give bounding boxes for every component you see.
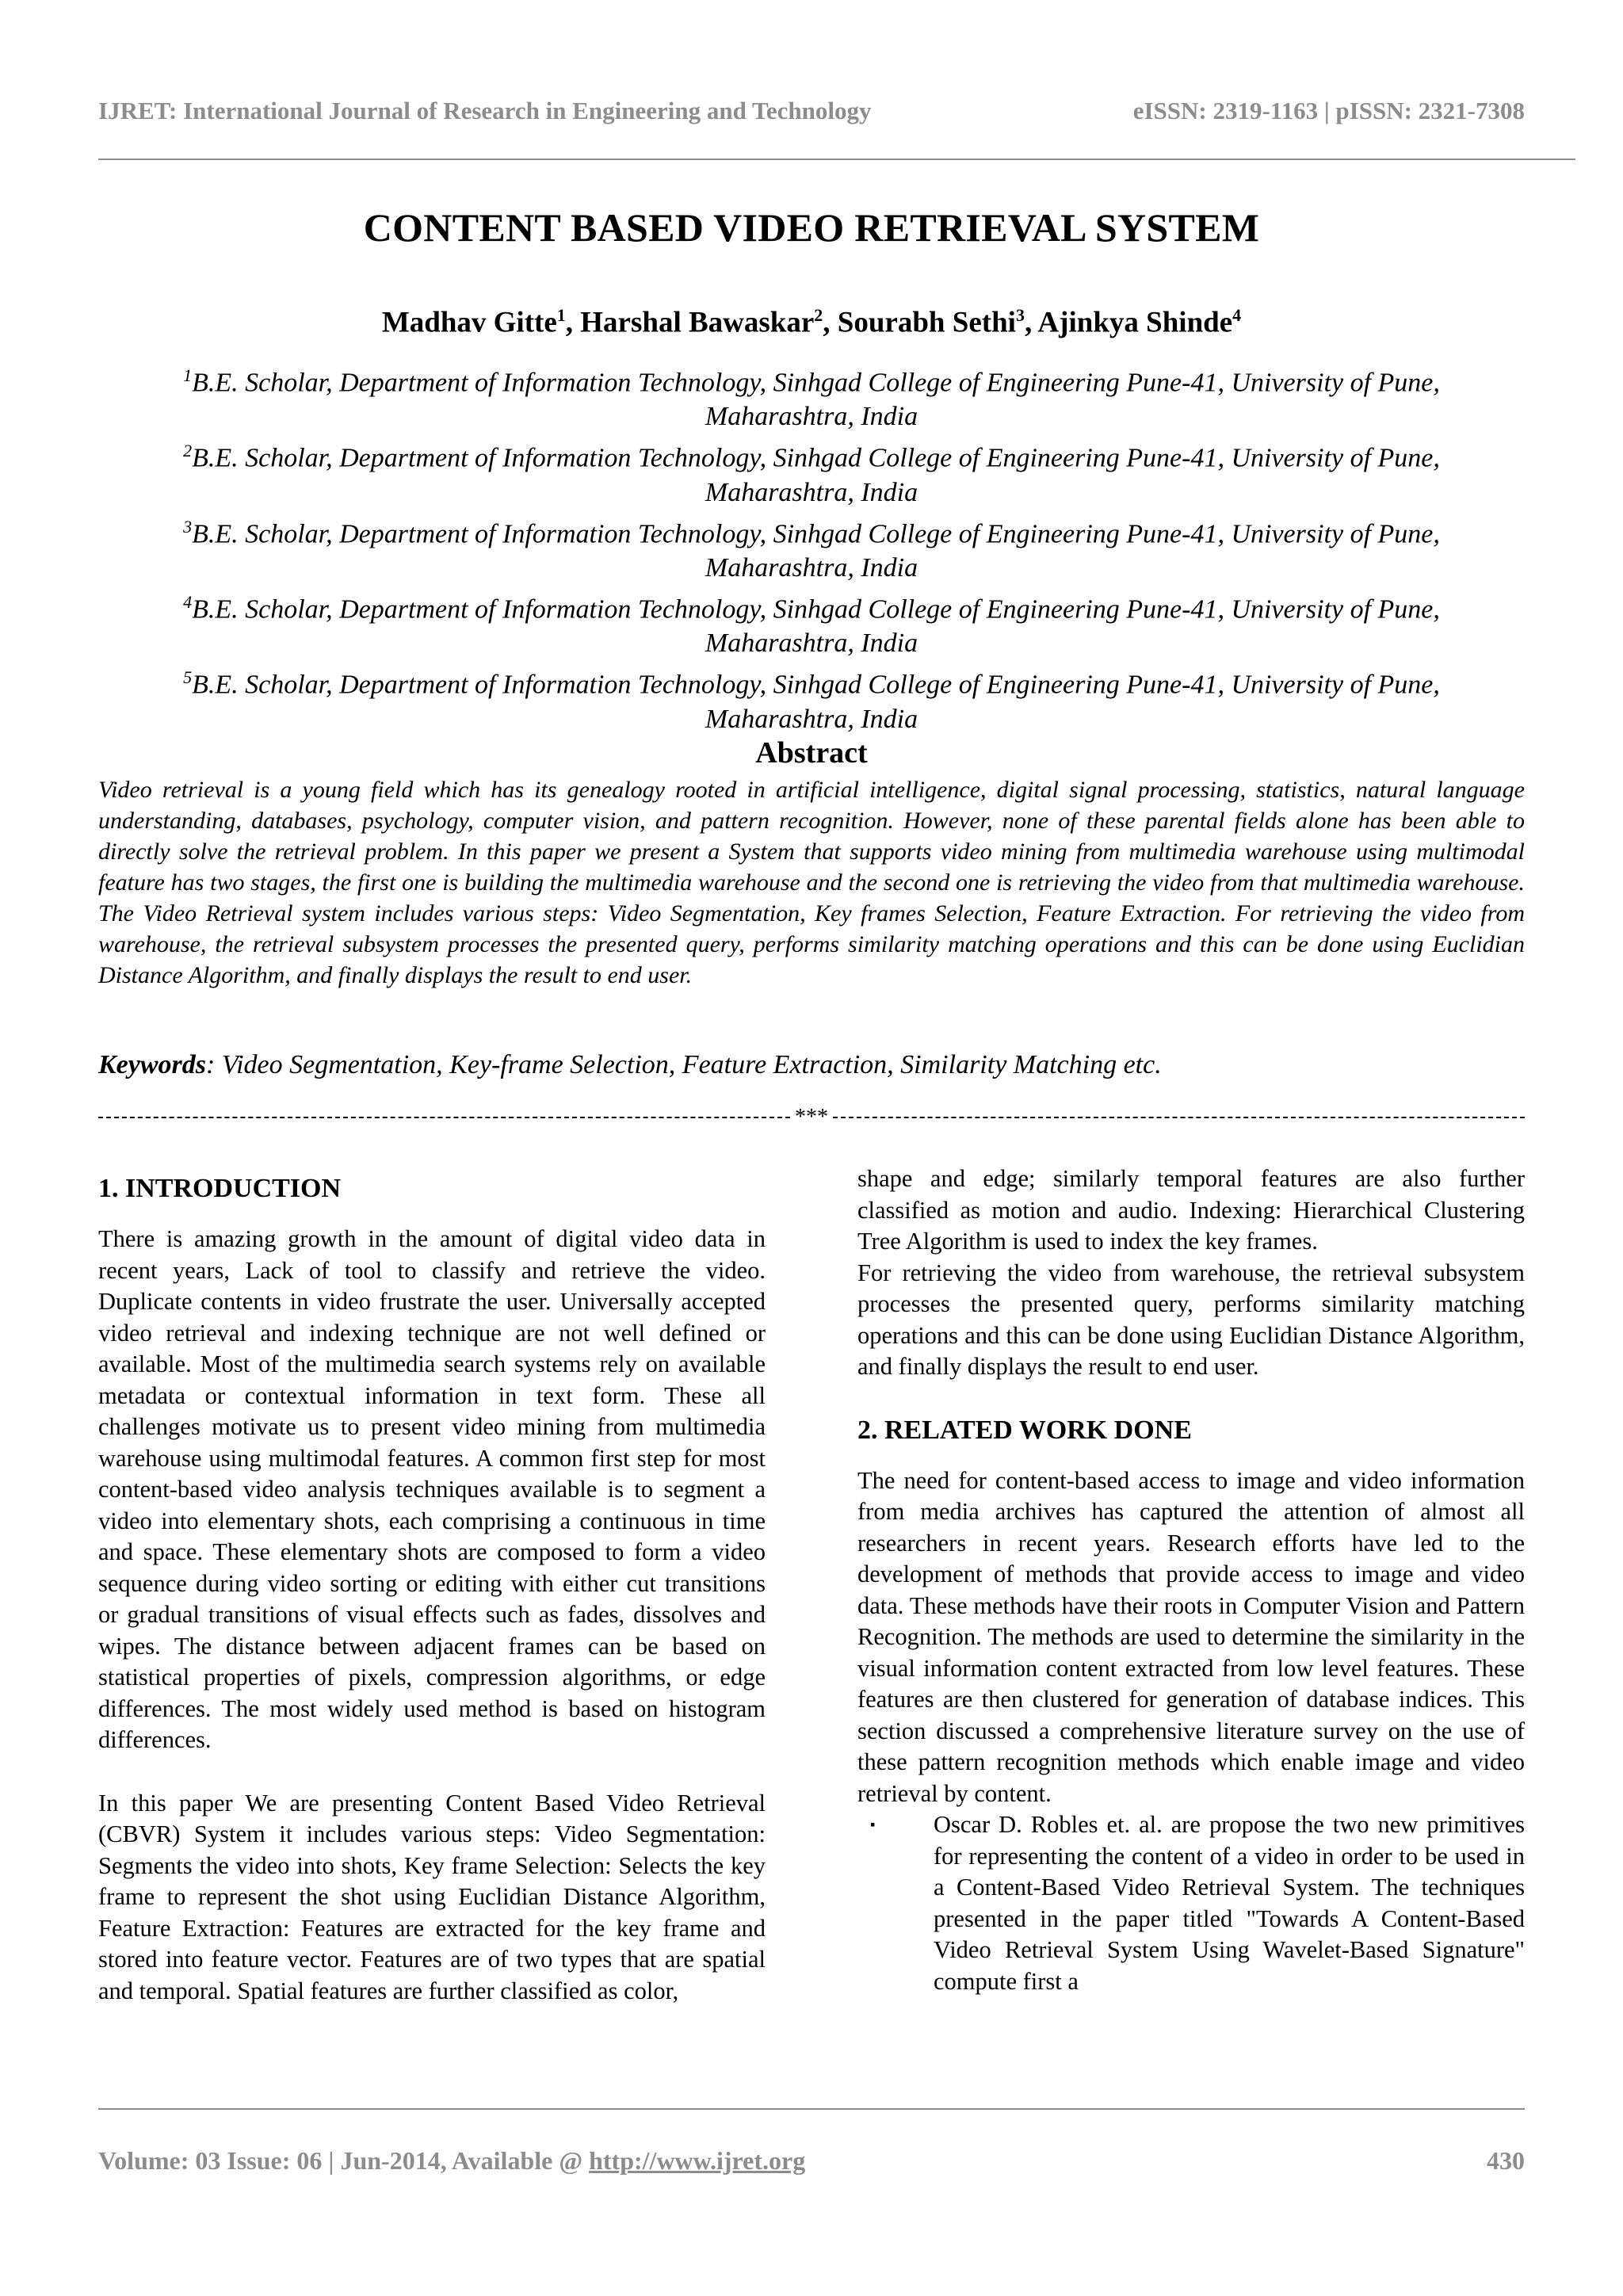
author-mark: 4	[1232, 305, 1242, 325]
affiliation-line: B.E. Scholar, Department of Information Technology, Sinhgad College of Engineering Pune-41, University of Pune,	[192, 443, 1440, 473]
intro-heading: 1. INTRODUCTION	[98, 1174, 342, 1203]
affiliation-location: Maharashtra, India	[705, 552, 918, 583]
affiliation-mark: 3	[183, 516, 193, 537]
affiliation-location: Maharashtra, India	[705, 628, 918, 659]
paragraph-gap	[857, 1383, 1525, 1415]
author-name: Sourabh Sethi	[837, 306, 1016, 339]
left-column	[98, 1173, 766, 2007]
list-item-text: Oscar D. Robles et. al. are propose the two new primitives for representing the content of a video in order to be used in a Content-Based Video Retrieval System. The techniques presented in the paper titled "Towards A Content-Based Video Retrieval System Using Wavelet-Based Signature" compute first a	[934, 1811, 1525, 1995]
affiliation-mark: 4	[183, 591, 193, 612]
issn-info: eISSN: 2319-1163 | pISSN: 2321-7308	[1132, 97, 1525, 124]
abstract-heading: Abstract	[755, 736, 868, 770]
separator-line	[98, 1117, 790, 1118]
affiliation	[98, 434, 1525, 509]
footer-volume	[98, 2146, 805, 2176]
author-separator: ,	[565, 306, 581, 339]
intro-paragraph: There is amazing growth in the amount of digital video data in recent years, Lack of tool to classify and retrieve the video. Duplicate contents in video frustrate the user. Universally accepted video retrieval and indexing technique are not well defined or available. Most of the multimedia search systems rely on available metadata or contextual information in text form. These all challenges motivate us to present video mining from multimedia warehouse using multimodal features. A common first step for most content-based video analysis techniques available is to segment a video into elementary shots, each comprising a continuous in time and space. These elementary shots are composed to form a video sequence during video sorting or editing with either cut transitions or gradual transitions of visual effects such as fades, dissolves and wipes. The distance between adjacent frames can be based on statistical properties of pixels, compression algorithms, or edge differences. The most widely used method is based on histogram differences.	[98, 1225, 766, 1753]
running-footer	[98, 2146, 1525, 2176]
related-work-heading: 2. RELATED WORK DONE	[857, 1415, 1192, 1445]
affiliation	[98, 585, 1525, 660]
affiliation-location: Maharashtra, India	[705, 704, 918, 734]
intro-paragraph: For retrieving the video from warehouse, the retrieval subsystem processes the presented query, performs similarity matching operations and this can be done using Euclidian Distance Algorithm, and finally displays the result to end user.	[857, 1259, 1525, 1380]
keywords-label: Keywords	[98, 1050, 206, 1079]
author-mark: 3	[1015, 305, 1025, 325]
affiliation	[98, 358, 1525, 434]
running-header	[98, 97, 1525, 125]
intro-paragraph-continued: shape and edge; similarly temporal features are also further classified as motion and audio. Indexing: Hierarchical Clustering Tree Algorithm is used to index the key frames.	[857, 1165, 1525, 1255]
author-name: Ajinkya Shinde	[1037, 306, 1233, 339]
affiliation-location: Maharashtra, India	[705, 477, 918, 507]
affiliation-line: B.E. Scholar, Department of Information Technology, Sinhgad College of Engineering Pune-41, University of Pune,	[192, 368, 1440, 398]
volume-info: Volume: 03 Issue: 06 | Jun-2014, Available @	[98, 2146, 590, 2175]
author-name: Harshal Bawaskar	[580, 306, 815, 339]
author-name: Madhav Gitte	[381, 306, 557, 339]
affiliation-mark: 2	[183, 441, 193, 461]
header-divider	[98, 159, 1575, 160]
page-number: 430	[1487, 2146, 1525, 2175]
separator-mark: ***	[795, 1105, 828, 1129]
section-separator	[98, 1106, 1525, 1129]
author-separator: ,	[1024, 306, 1038, 339]
related-work-paragraph: The need for content-based access to image and video information from media archives has captured the attention of almost all researchers in recent years. Research efforts have led to the development of methods that provide access to image and video data. These methods have their roots in Computer Vision and Pattern Recognition. The methods are used to determine the similarity in the visual information content extracted from low level features. These features are then clustered for generation of database indices. This section discussed a comprehensive literature survey on the use of these pattern recognition methods which enable image and video retrieval by content.	[857, 1466, 1525, 1807]
separator-line	[833, 1117, 1525, 1118]
journal-name: IJRET: International Journal of Research in Engineering and Technology	[98, 97, 872, 124]
list-item	[857, 1809, 1525, 1997]
affiliation	[98, 660, 1525, 735]
author-mark: 2	[814, 305, 823, 325]
affiliation-line: B.E. Scholar, Department of Information Technology, Sinhgad College of Engineering Pune-41, University of Pune,	[192, 594, 1440, 625]
affiliation-line: B.E. Scholar, Department of Information Technology, Sinhgad College of Engineering Pune-41, University of Pune,	[192, 518, 1440, 548]
author-separator: ,	[823, 306, 838, 339]
author-mark: 1	[556, 305, 566, 325]
abstract-body: Video retrieval is a young field which has its genealogy rooted in artificial intelligence, digital signal processing, statistics, natural language understanding, databases, psychology, computer vision, and pattern recognition. However, none of these parental fields alone has been able to directly solve the retrieval problem. In this paper we present a System that supports video mining from multimedia warehouse using multimodal feature has two stages, the first one is building the multimedia warehouse and the second one is retrieving the video from that multimedia warehouse. The Video Retrieval system includes various steps: Video Segmentation, Key frames Selection, Feature Extraction. For retrieving the video from warehouse, the retrieval subsystem processes the presented query, performs similarity matching operations and this can be done using Euclidian Distance Algorithm, and finally displays the result to end user.	[98, 777, 1525, 988]
affiliation	[98, 510, 1525, 585]
affiliation-mark: 1	[183, 365, 193, 385]
affiliation-mark: 5	[183, 667, 193, 688]
keywords-text: : Video Segmentation, Key-frame Selection, Feature Extraction, Similarity Matching etc.	[206, 1050, 1162, 1079]
journal-url-link[interactable]: http://www.ijret.org	[589, 2146, 806, 2175]
right-column	[857, 1163, 1525, 1997]
affiliation-list	[98, 358, 1525, 736]
affiliation-location: Maharashtra, India	[705, 402, 918, 432]
footer-divider	[98, 2108, 1525, 2110]
paragraph-gap	[98, 1756, 766, 1788]
bullet-icon: ▪	[870, 1817, 876, 1832]
intro-paragraph: In this paper We are presenting Content Based Video Retrieval (CBVR) System it includes various steps: Video Segmentation: Segments the video into shots, Key frame Selection: Selects the key frame to represent the shot using Euclidian Distance Algorithm, Feature Extraction: Features are extracted for the key frame and stored into feature vector. Features are of two types that are spatial and temporal. Spatial features are further classified as color,	[98, 1789, 766, 2004]
author-list	[0, 305, 1623, 339]
affiliation-line: B.E. Scholar, Department of Information Technology, Sinhgad College of Engineering Pune-41, University of Pune,	[192, 670, 1440, 700]
paper-title: CONTENT BASED VIDEO RETRIEVAL SYSTEM	[363, 205, 1260, 250]
keywords	[98, 1050, 1525, 1080]
